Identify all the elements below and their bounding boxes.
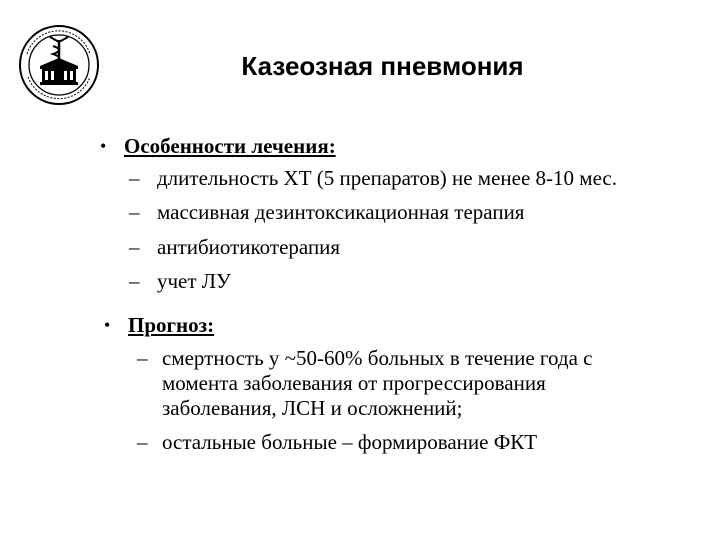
- bullet-icon: •: [104, 315, 111, 335]
- list-item-text: остальные больные – формирование ФКТ: [162, 430, 538, 454]
- list-item-text: смертность у ~50-60% больных в течение года с: [162, 346, 593, 370]
- list-item-text-continued: заболевания, ЛСН и осложнений;: [162, 396, 463, 420]
- dash-icon: –: [129, 269, 140, 293]
- bullet-icon: •: [100, 136, 107, 156]
- dash-icon: –: [137, 430, 148, 454]
- dash-icon: –: [129, 200, 140, 224]
- dash-icon: –: [129, 166, 140, 190]
- list-item-text: массивная дезинтоксикационная терапия: [157, 200, 525, 224]
- list-item-text-continued: момента заболевания от прогрессирования: [162, 371, 546, 395]
- list-item-text: длительность ХТ (5 препаратов) не менее 8-10 мес.: [157, 166, 617, 190]
- list-item-text: учет ЛУ: [157, 269, 231, 293]
- section-heading: Особенности лечения:: [124, 134, 336, 158]
- section-heading: Прогноз:: [128, 313, 215, 337]
- list-item-text: антибиотикотерапия: [157, 235, 341, 259]
- dash-icon: –: [129, 235, 140, 259]
- dash-icon: –: [137, 346, 148, 370]
- slide-title: Казеозная пневмония: [241, 51, 524, 81]
